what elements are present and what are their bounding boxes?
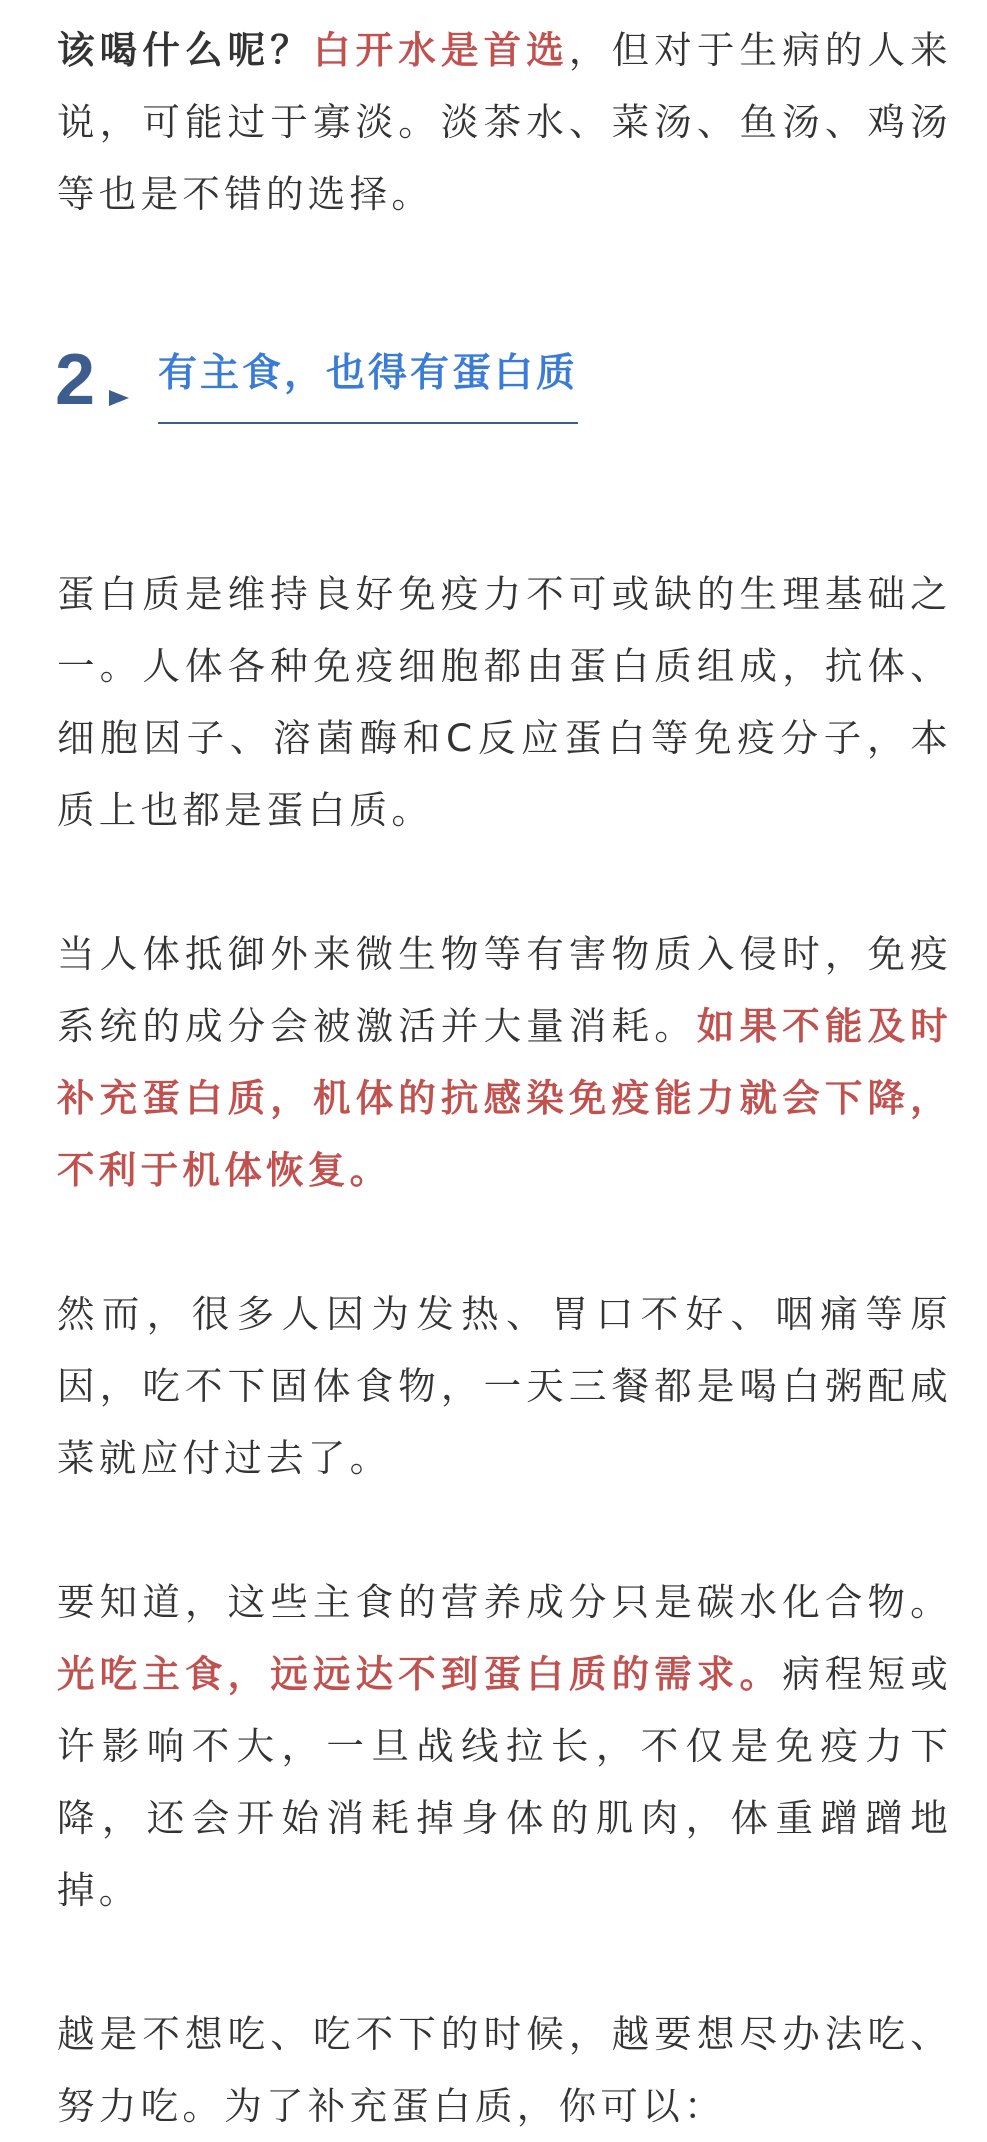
intro-paragraph: [57, 14, 952, 230]
intro-lead: 该喝什么呢？: [57, 28, 313, 72]
section-title: 有主食，也得有蛋白质: [158, 346, 578, 424]
paragraph-text-rest: 病程短或许影响不大，一旦战线拉长，不仅是免疫力下降，还会开始消耗掉身体的肌肉，体重蹭蹭地掉。: [57, 1652, 952, 1912]
paragraph-highlight: 如果不能及时补充蛋白质，机体的抗感染免疫能力就会下降，不利于机体恢复。: [57, 1004, 952, 1192]
paragraph-text: 当人体抵御外来微生物等有害物质入侵时，免疫系统的成分会被激活并大量消耗。: [57, 932, 952, 1048]
article-body: [57, 14, 952, 2142]
section-number: 2: [55, 340, 96, 420]
paragraph-highlight: 光吃主食，远远达不到蛋白质的需求。: [57, 1652, 783, 1696]
paragraph-text: 要知道，这些主食的营养成分只是碳水化合物。: [57, 1580, 952, 1624]
paragraph-porridge: 然而，很多人因为发热、胃口不好、咽痛等原因，吃不下固体食物，一天三餐都是喝白粥配咸菜就应付过去了。: [57, 1292, 952, 1480]
paragraph-protein-basics: 蛋白质是维持良好免疫力不可或缺的生理基础之一。人体各种免疫细胞都由蛋白质组成，抗体、细胞因子、溶菌酶和C反应蛋白等免疫分子，本质上也都是蛋白质。: [57, 572, 952, 832]
triangle-arrow-icon: [109, 390, 129, 406]
paragraph-eat-effort: 越是不想吃、吃不下的时候，越要想尽办法吃、努力吃。为了补充蛋白质，你可以：: [57, 2012, 952, 2128]
intro-rest: ，但对于生病的人来说，可能过于寡淡。淡茶水、菜汤、鱼汤、鸡汤等也是不错的选择。: [57, 28, 952, 216]
paragraph-staple-food: [57, 1566, 952, 1926]
intro-highlight: 白开水是首选: [312, 28, 569, 72]
paragraph-immune-consumption: [57, 918, 952, 1206]
section-heading: [57, 338, 952, 438]
